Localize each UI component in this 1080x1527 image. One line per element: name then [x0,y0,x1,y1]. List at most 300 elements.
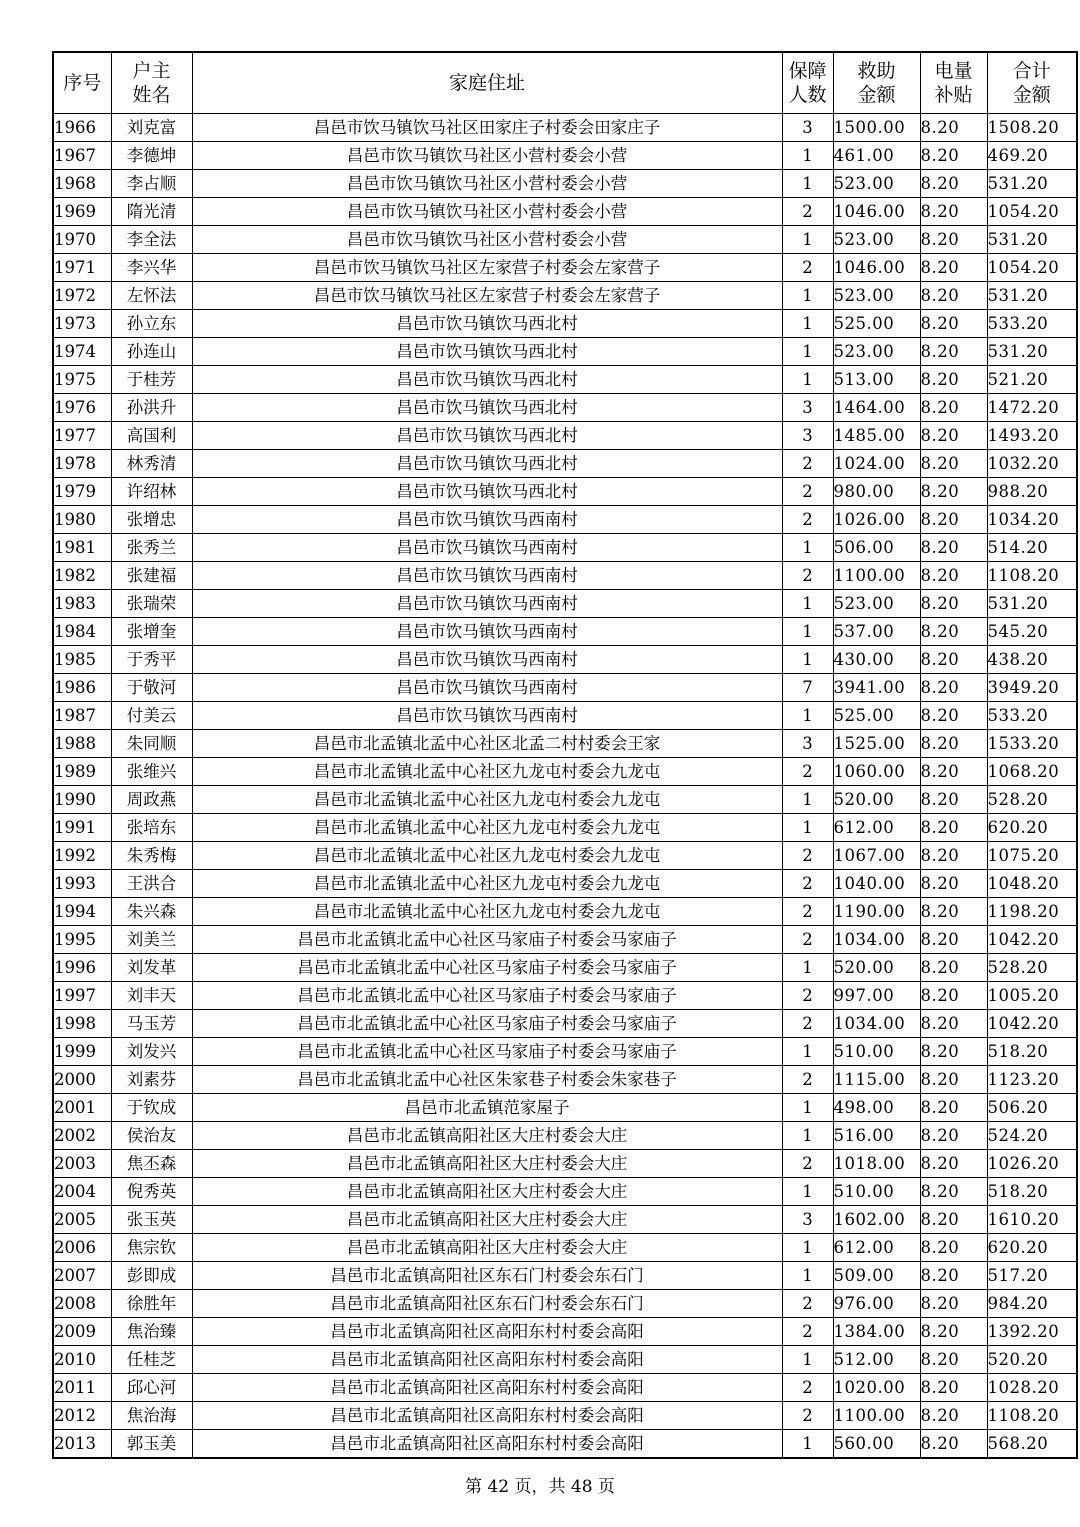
aid-amount-cell: 523.00 [833,170,920,198]
table-row [53,114,1077,142]
address-cell: 昌邑市北孟镇北孟中心社区九龙屯村委会九龙屯 [192,814,782,842]
name-cell: 刘发兴 [111,1038,192,1066]
seq-cell: 2000 [53,1066,111,1094]
table-row [53,1430,1077,1459]
address-cell: 昌邑市北孟镇范家屋子 [192,1094,782,1122]
table-row [53,702,1077,730]
elec-subsidy-cell: 8.20 [920,1290,987,1318]
people-cell: 1 [782,814,833,842]
table-row [53,1206,1077,1234]
aid-amount-cell: 520.00 [833,786,920,814]
people-cell: 2 [782,898,833,926]
elec-subsidy-cell: 8.20 [920,282,987,310]
name-cell: 孙立东 [111,310,192,338]
seq-cell: 1986 [53,674,111,702]
total-amount-cell: 524.20 [987,1122,1077,1150]
elec-subsidy-cell: 8.20 [920,366,987,394]
name-cell: 于秀平 [111,646,192,674]
people-cell: 1 [782,282,833,310]
elec-subsidy-cell: 8.20 [920,422,987,450]
header-aid: 救助 金额 [833,52,920,114]
name-cell: 张建福 [111,562,192,590]
people-cell: 3 [782,114,833,142]
table-body [53,114,1077,1459]
name-cell: 张培东 [111,814,192,842]
people-cell: 1 [782,226,833,254]
elec-subsidy-cell: 8.20 [920,338,987,366]
total-amount-cell: 533.20 [987,702,1077,730]
aid-amount-cell: 1602.00 [833,1206,920,1234]
seq-cell: 1980 [53,506,111,534]
address-cell: 昌邑市北孟镇北孟中心社区九龙屯村委会九龙屯 [192,870,782,898]
aid-amount-cell: 1100.00 [833,562,920,590]
table-row [53,674,1077,702]
people-cell: 1 [782,310,833,338]
people-cell: 1 [782,1346,833,1374]
seq-cell: 2001 [53,1094,111,1122]
address-cell: 昌邑市北孟镇高阳社区高阳东村村委会高阳 [192,1318,782,1346]
total-amount-cell: 1108.20 [987,1402,1077,1430]
total-amount-cell: 1042.20 [987,1010,1077,1038]
elec-subsidy-cell: 8.20 [920,1262,987,1290]
name-cell: 张玉英 [111,1206,192,1234]
people-cell: 3 [782,394,833,422]
seq-cell: 1981 [53,534,111,562]
name-cell: 隋光清 [111,198,192,226]
table-row [53,534,1077,562]
name-cell: 彭即成 [111,1262,192,1290]
address-cell: 昌邑市北孟镇高阳社区东石门村委会东石门 [192,1290,782,1318]
address-cell: 昌邑市北孟镇北孟中心社区朱家巷子村委会朱家巷子 [192,1066,782,1094]
people-cell: 2 [782,1066,833,1094]
total-amount-cell: 531.20 [987,282,1077,310]
elec-subsidy-cell: 8.20 [920,786,987,814]
name-cell: 李占顺 [111,170,192,198]
aid-amount-cell: 997.00 [833,982,920,1010]
seq-cell: 1972 [53,282,111,310]
name-cell: 朱同顺 [111,730,192,758]
elec-subsidy-cell: 8.20 [920,674,987,702]
seq-cell: 1978 [53,450,111,478]
total-amount-cell: 469.20 [987,142,1077,170]
elec-subsidy-cell: 8.20 [920,814,987,842]
table-row [53,310,1077,338]
seq-cell: 2009 [53,1318,111,1346]
aid-amount-cell: 976.00 [833,1290,920,1318]
address-cell: 昌邑市北孟镇高阳社区高阳东村村委会高阳 [192,1374,782,1402]
people-cell: 1 [782,1094,833,1122]
address-cell: 昌邑市北孟镇高阳社区东石门村委会东石门 [192,1262,782,1290]
aid-amount-cell: 1485.00 [833,422,920,450]
name-cell: 于桂芳 [111,366,192,394]
name-cell: 焦治臻 [111,1318,192,1346]
name-cell: 徐胜年 [111,1290,192,1318]
address-cell: 昌邑市饮马镇饮马西北村 [192,366,782,394]
aid-amount-cell: 612.00 [833,1234,920,1262]
seq-cell: 1998 [53,1010,111,1038]
header-people: 保障 人数 [782,52,833,114]
total-amount-cell: 1198.20 [987,898,1077,926]
name-cell: 周政燕 [111,786,192,814]
header-seq: 序号 [53,52,111,114]
table-row [53,394,1077,422]
people-cell: 2 [782,562,833,590]
address-cell: 昌邑市北孟镇北孟中心社区九龙屯村委会九龙屯 [192,898,782,926]
seq-cell: 2012 [53,1402,111,1430]
address-cell: 昌邑市北孟镇高阳社区高阳东村村委会高阳 [192,1430,782,1459]
address-cell: 昌邑市北孟镇北孟中心社区北孟二村村委会王家 [192,730,782,758]
aid-amount-cell: 1046.00 [833,254,920,282]
elec-subsidy-cell: 8.20 [920,926,987,954]
elec-subsidy-cell: 8.20 [920,114,987,142]
name-cell: 李德坤 [111,142,192,170]
address-cell: 昌邑市饮马镇饮马社区小营村委会小营 [192,142,782,170]
name-cell: 刘发革 [111,954,192,982]
elec-subsidy-cell: 8.20 [920,142,987,170]
seq-cell: 2007 [53,1262,111,1290]
seq-cell: 1970 [53,226,111,254]
elec-subsidy-cell: 8.20 [920,1206,987,1234]
name-cell: 马玉芳 [111,1010,192,1038]
table-row [53,1234,1077,1262]
total-amount-cell: 1028.20 [987,1374,1077,1402]
address-cell: 昌邑市北孟镇北孟中心社区马家庙子村委会马家庙子 [192,982,782,1010]
total-amount-cell: 1005.20 [987,982,1077,1010]
elec-subsidy-cell: 8.20 [920,1346,987,1374]
table-row [53,142,1077,170]
seq-cell: 2004 [53,1178,111,1206]
total-amount-cell: 1508.20 [987,114,1077,142]
name-cell: 邱心河 [111,1374,192,1402]
aid-amount-cell: 1046.00 [833,198,920,226]
total-amount-cell: 528.20 [987,954,1077,982]
table-row [53,338,1077,366]
name-cell: 付美云 [111,702,192,730]
elec-subsidy-cell: 8.20 [920,450,987,478]
aid-amount-cell: 1034.00 [833,1010,920,1038]
people-cell: 1 [782,646,833,674]
aid-amount-cell: 1026.00 [833,506,920,534]
people-cell: 1 [782,954,833,982]
table-row [53,1066,1077,1094]
seq-cell: 1993 [53,870,111,898]
elec-subsidy-cell: 8.20 [920,590,987,618]
aid-amount-cell: 520.00 [833,954,920,982]
aid-amount-cell: 430.00 [833,646,920,674]
aid-amount-cell: 523.00 [833,282,920,310]
total-amount-cell: 620.20 [987,1234,1077,1262]
total-amount-cell: 1493.20 [987,422,1077,450]
total-amount-cell: 1472.20 [987,394,1077,422]
people-cell: 1 [782,590,833,618]
people-cell: 2 [782,1150,833,1178]
aid-amount-cell: 509.00 [833,1262,920,1290]
aid-amount-cell: 1040.00 [833,870,920,898]
people-cell: 2 [782,478,833,506]
address-cell: 昌邑市饮马镇饮马西南村 [192,506,782,534]
address-cell: 昌邑市饮马镇饮马西南村 [192,674,782,702]
aid-amount-cell: 1100.00 [833,1402,920,1430]
table-row [53,954,1077,982]
aid-amount-cell: 516.00 [833,1122,920,1150]
table-row [53,730,1077,758]
people-cell: 1 [782,702,833,730]
people-cell: 2 [782,758,833,786]
people-cell: 1 [782,338,833,366]
table-row [53,646,1077,674]
table-row [53,758,1077,786]
total-amount-cell: 568.20 [987,1430,1077,1459]
seq-cell: 2011 [53,1374,111,1402]
total-amount-cell: 438.20 [987,646,1077,674]
aid-amount-cell: 612.00 [833,814,920,842]
elec-subsidy-cell: 8.20 [920,226,987,254]
header-address: 家庭住址 [192,52,782,114]
name-cell: 李全法 [111,226,192,254]
table-row [53,1150,1077,1178]
address-cell: 昌邑市饮马镇饮马西南村 [192,562,782,590]
address-cell: 昌邑市饮马镇饮马西南村 [192,590,782,618]
people-cell: 2 [782,1402,833,1430]
total-amount-cell: 1034.20 [987,506,1077,534]
aid-amount-cell: 523.00 [833,590,920,618]
table-row [53,1010,1077,1038]
seq-cell: 1982 [53,562,111,590]
seq-cell: 1971 [53,254,111,282]
address-cell: 昌邑市北孟镇北孟中心社区马家庙子村委会马家庙子 [192,1010,782,1038]
elec-subsidy-cell: 8.20 [920,898,987,926]
aid-amount-cell: 523.00 [833,226,920,254]
address-cell: 昌邑市北孟镇高阳社区高阳东村村委会高阳 [192,1346,782,1374]
table-row [53,282,1077,310]
people-cell: 2 [782,842,833,870]
address-cell: 昌邑市北孟镇高阳社区高阳东村村委会高阳 [192,1402,782,1430]
table-row [53,1346,1077,1374]
aid-amount-cell: 560.00 [833,1430,920,1459]
name-cell: 焦丕森 [111,1150,192,1178]
total-amount-cell: 531.20 [987,338,1077,366]
people-cell: 2 [782,1318,833,1346]
name-cell: 任桂芝 [111,1346,192,1374]
people-cell: 1 [782,366,833,394]
table-row [53,870,1077,898]
elec-subsidy-cell: 8.20 [920,310,987,338]
elec-subsidy-cell: 8.20 [920,170,987,198]
address-cell: 昌邑市北孟镇高阳社区大庄村委会大庄 [192,1178,782,1206]
elec-subsidy-cell: 8.20 [920,982,987,1010]
seq-cell: 2008 [53,1290,111,1318]
total-amount-cell: 1042.20 [987,926,1077,954]
people-cell: 2 [782,1010,833,1038]
seq-cell: 1990 [53,786,111,814]
seq-cell: 1973 [53,310,111,338]
table-row [53,1318,1077,1346]
table-row [53,478,1077,506]
seq-cell: 2006 [53,1234,111,1262]
people-cell: 2 [782,870,833,898]
table-row [53,1262,1077,1290]
table-row [53,366,1077,394]
seq-cell: 1983 [53,590,111,618]
table-row [53,1122,1077,1150]
address-cell: 昌邑市饮马镇饮马社区左家营子村委会左家营子 [192,254,782,282]
seq-cell: 1991 [53,814,111,842]
seq-cell: 1977 [53,422,111,450]
seq-cell: 1968 [53,170,111,198]
name-cell: 朱兴森 [111,898,192,926]
elec-subsidy-cell: 8.20 [920,1374,987,1402]
address-cell: 昌邑市饮马镇饮马社区小营村委会小营 [192,170,782,198]
name-cell: 郭玉美 [111,1430,192,1459]
table-row [53,562,1077,590]
people-cell: 1 [782,1430,833,1459]
name-cell: 张增奎 [111,618,192,646]
aid-amount-cell: 537.00 [833,618,920,646]
aid-amount-cell: 1190.00 [833,898,920,926]
seq-cell: 1985 [53,646,111,674]
header-name: 户主 姓名 [111,52,192,114]
address-cell: 昌邑市饮马镇饮马西北村 [192,422,782,450]
page-footer: 第 42 页，共 48 页 [465,1477,615,1497]
name-cell: 孙连山 [111,338,192,366]
aid-amount-cell: 461.00 [833,142,920,170]
name-cell: 张秀兰 [111,534,192,562]
people-cell: 1 [782,786,833,814]
total-amount-cell: 620.20 [987,814,1077,842]
elec-subsidy-cell: 8.20 [920,198,987,226]
address-cell: 昌邑市北孟镇北孟中心社区九龙屯村委会九龙屯 [192,842,782,870]
people-cell: 2 [782,1374,833,1402]
aid-amount-cell: 510.00 [833,1178,920,1206]
address-cell: 昌邑市北孟镇高阳社区大庄村委会大庄 [192,1206,782,1234]
people-cell: 3 [782,730,833,758]
elec-subsidy-cell: 8.20 [920,954,987,982]
table-row [53,926,1077,954]
seq-cell: 1995 [53,926,111,954]
aid-amount-cell: 510.00 [833,1038,920,1066]
total-amount-cell: 520.20 [987,1346,1077,1374]
seq-cell: 1974 [53,338,111,366]
table-row [53,842,1077,870]
total-amount-cell: 984.20 [987,1290,1077,1318]
table-row [53,1178,1077,1206]
assistance-table [52,51,1078,1459]
seq-cell: 1996 [53,954,111,982]
name-cell: 张瑞荣 [111,590,192,618]
seq-cell: 1988 [53,730,111,758]
people-cell: 3 [782,422,833,450]
name-cell: 李兴华 [111,254,192,282]
elec-subsidy-cell: 8.20 [920,730,987,758]
total-amount-cell: 1054.20 [987,254,1077,282]
people-cell: 1 [782,534,833,562]
elec-subsidy-cell: 8.20 [920,1094,987,1122]
address-cell: 昌邑市饮马镇饮马西北村 [192,394,782,422]
total-amount-cell: 1048.20 [987,870,1077,898]
total-amount-cell: 531.20 [987,170,1077,198]
elec-subsidy-cell: 8.20 [920,1066,987,1094]
header-total: 合计 金额 [987,52,1077,114]
name-cell: 于钦成 [111,1094,192,1122]
table-row [53,1374,1077,1402]
address-cell: 昌邑市北孟镇北孟中心社区马家庙子村委会马家庙子 [192,1038,782,1066]
total-amount-cell: 1108.20 [987,562,1077,590]
seq-cell: 2010 [53,1346,111,1374]
total-amount-cell: 518.20 [987,1038,1077,1066]
address-cell: 昌邑市饮马镇饮马社区小营村委会小营 [192,198,782,226]
name-cell: 焦治海 [111,1402,192,1430]
total-amount-cell: 988.20 [987,478,1077,506]
table-row [53,1094,1077,1122]
people-cell: 1 [782,1038,833,1066]
table-row [53,450,1077,478]
seq-cell: 1967 [53,142,111,170]
seq-cell: 1997 [53,982,111,1010]
people-cell: 1 [782,170,833,198]
people-cell: 1 [782,1178,833,1206]
people-cell: 2 [782,254,833,282]
people-cell: 1 [782,142,833,170]
elec-subsidy-cell: 8.20 [920,1010,987,1038]
people-cell: 1 [782,1262,833,1290]
name-cell: 张维兴 [111,758,192,786]
people-cell: 7 [782,674,833,702]
name-cell: 焦宗钦 [111,1234,192,1262]
aid-amount-cell: 1018.00 [833,1150,920,1178]
elec-subsidy-cell: 8.20 [920,758,987,786]
people-cell: 2 [782,506,833,534]
name-cell: 朱秀梅 [111,842,192,870]
elec-subsidy-cell: 8.20 [920,1430,987,1459]
total-amount-cell: 517.20 [987,1262,1077,1290]
total-amount-cell: 514.20 [987,534,1077,562]
total-amount-cell: 533.20 [987,310,1077,338]
name-cell: 左怀法 [111,282,192,310]
name-cell: 刘美兰 [111,926,192,954]
table-row [53,422,1077,450]
people-cell: 1 [782,1122,833,1150]
name-cell: 孙洪升 [111,394,192,422]
name-cell: 许绍林 [111,478,192,506]
address-cell: 昌邑市饮马镇饮马西北村 [192,338,782,366]
aid-amount-cell: 523.00 [833,338,920,366]
seq-cell: 1992 [53,842,111,870]
seq-cell: 1989 [53,758,111,786]
aid-amount-cell: 1525.00 [833,730,920,758]
elec-subsidy-cell: 8.20 [920,1402,987,1430]
total-amount-cell: 506.20 [987,1094,1077,1122]
aid-amount-cell: 513.00 [833,366,920,394]
aid-amount-cell: 525.00 [833,310,920,338]
name-cell: 倪秀英 [111,1178,192,1206]
table-row [53,898,1077,926]
elec-subsidy-cell: 8.20 [920,254,987,282]
elec-subsidy-cell: 8.20 [920,618,987,646]
table-row [53,170,1077,198]
table-row [53,1402,1077,1430]
seq-cell: 1975 [53,366,111,394]
total-amount-cell: 531.20 [987,590,1077,618]
address-cell: 昌邑市饮马镇饮马西北村 [192,450,782,478]
elec-subsidy-cell: 8.20 [920,1038,987,1066]
table-row [53,590,1077,618]
total-amount-cell: 1123.20 [987,1066,1077,1094]
seq-cell: 2005 [53,1206,111,1234]
seq-cell: 1987 [53,702,111,730]
table-header-row [53,52,1077,114]
name-cell: 刘素芬 [111,1066,192,1094]
name-cell: 侯治友 [111,1122,192,1150]
